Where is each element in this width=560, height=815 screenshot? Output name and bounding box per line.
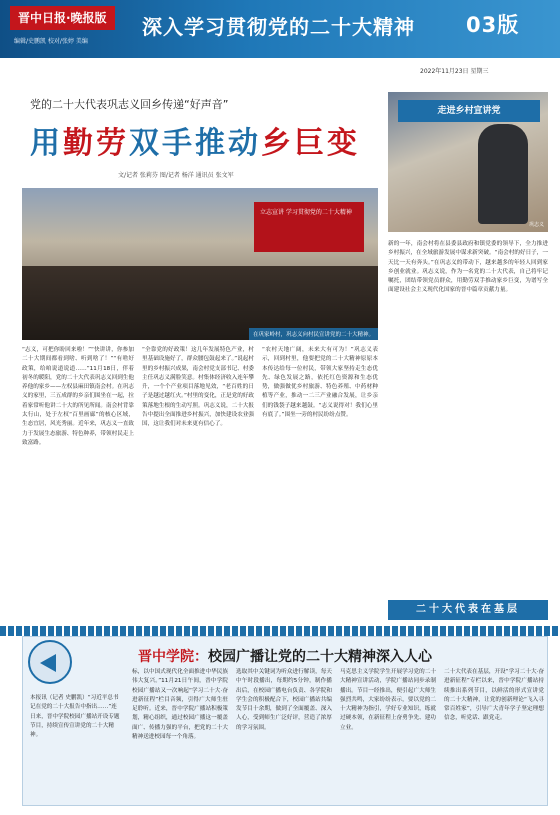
article-paragraph: “志义，可把你盼回来啦！”“快讲讲，你参加二十大期间都看到啥、听到啥了！”“有啥好政策，给咱说道说道……”11月18日，伴着初冬的暖阳，党的二十大代表巩志义回到生他养他的家乡——左权县麻田镇南会村。在巩志义的家里，三五成群的乡亲们围坐在一起，拉着家常听他讲二十大的所见所闻。南会村背靠太行山，处于左权“百里画廊”的核心区域，生态宜居，风光秀丽。近年来，巩志义一直致力于发展生态旅游、特色种养，带领村民走上致富路。 <box>22 347 134 446</box>
byline: 文/记者 张莉芬 图/记者 杨洋 通讯员 张文军 <box>118 172 234 179</box>
page-number: 03版 <box>466 13 520 37</box>
newspaper-logo: 晋中日报·晚报版 <box>10 6 115 30</box>
lower-column-1 <box>132 668 228 800</box>
section-bar: 二十大代表在基层 <box>388 600 548 620</box>
photo-board-text: 立志宣讲 学习贯彻党的二十大精神 <box>254 202 364 252</box>
article-headline <box>30 118 360 162</box>
lower-paragraph: 标，以中国式现代化全面推进中华民族伟大复兴。”11月21日午间，晋中学院校园广播站又一次响起“学习二十大·奋进新征程”栏目音频，引得广大师生驻足聆听。近来，晋中学院广播站积极策划，精心组织，通过校园广播这一覆盖面广、传播力强的平台，把党的二十大精神送进校园每一个角落。 <box>132 669 228 741</box>
article-paragraph: “全靠党的好政策！这几年发展特色产业，村里基础设施好了，群众腰包鼓起来了。”说起村里的乡村振兴成果，南会村党支部书记、村委主任巩志义满脸笑意。村集体经济收入连年攀升，一个个产业项目落地见效，“老百姓的日子是越过越红火。”村里的变化，正是党的好政策落地生根的生动写照。巩志义说，二十大报告中提出全面推进乡村振兴，加快建设农业强国，这让我们对未来更有信心了。 <box>142 347 254 428</box>
lower-headline-highlight: 晋中学院： <box>138 649 208 665</box>
megaphone-icon <box>28 640 72 684</box>
lower-column-4 <box>444 668 544 800</box>
section-title: 深入学习贯彻党的二十大精神 <box>142 15 415 39</box>
photo-caption: 在巩家岭村，巩志义向村民宣讲党的二十大精神。 <box>249 328 378 340</box>
lower-headline-part: 校园广播让党的二十大精神深入人心 <box>208 649 432 665</box>
lower-paragraph: 二十大代表在基层，开设“学习二十大·奋进新征程”专栏以来，晋中学院广播站持续推出系列节目，以鲜活的形式宣讲党的二十大精神，让党的创新理论“飞入寻常百姓家”，引导广大青年学子坚定理想信念，听党话、跟党走。 <box>444 669 544 722</box>
article-column-1 <box>22 346 134 620</box>
lower-paragraph: 选取其中关键词为听众进行解读，每天中午时段播出，每期约5分钟，制作播出后，在校园广播电台负责、各学院和学生会的积极配合下，校园广播站共编发节目十余期，做到了全面覆盖、深入人心，受到师生广泛好评，营造了浓厚的学习氛围。 <box>236 669 332 731</box>
article-column-2 <box>142 346 254 620</box>
section-divider <box>0 626 560 636</box>
portrait-caption: 巩志义 <box>528 222 544 228</box>
lower-paragraph: 马克思主义学院学生开展学习党的二十大精神宣讲活动，学院广播站同步录制播出。节目一经推出，便引起广大师生强烈共鸣，大家纷纷表示，要以党的二十大精神为指引，学好专业知识，练就过硬本领，在新征程上奋勇争先、建功立业。 <box>340 669 436 731</box>
main-photo <box>22 188 378 340</box>
article-paragraph: 新的一年，南会村将在县委县政府和镇党委的领导下，全力推进乡村振兴，在全域旅游发展中谋求新突破。“南会村的好日子，一天比一天有奔头。”在巩志义的带动下，越来越多的年轻人回到家乡创业就业。巩志义说，作为一名党的二十大代表，自己将牢记嘱托，团结带领党员群众，用勤劳双手推动家乡巨变，为谱写全面建设社会主义现代化国家的晋中篇章贡献力量。 <box>388 241 548 294</box>
headline-part: 双手推动 <box>129 126 261 161</box>
lower-column-2 <box>236 668 332 800</box>
article-kicker: 党的二十大代表巩志义回乡传递“好声音” <box>30 98 229 111</box>
edition-line: 编辑/史鹏凯 校对/张婷 美编 <box>14 38 88 45</box>
headline-highlight: 乡巨变 <box>261 126 360 161</box>
article-column-3 <box>262 346 378 620</box>
article-column-right <box>388 240 548 592</box>
headline-highlight: 勤劳 <box>63 126 129 161</box>
article-paragraph: “农村天地广阔，未来大有可为！”巩志义表示，回到村里，他要把党的二十大精神原原本本传达给每一位村民，带领大家坚持走生态优先、绿色发展之路，依托红色资源和生态优势，做强做优乡村旅游、特色养殖、中药材种植等产业，推动一二三产业融合发展，让乡亲们的钱袋子越来越鼓。“志义说得对！我们心里有底了。”围坐一旁的村民纷纷点赞。 <box>262 347 378 419</box>
portrait-photo <box>388 92 548 232</box>
headline-part: 用 <box>30 126 63 161</box>
masthead <box>0 0 560 70</box>
person-figure <box>478 124 528 224</box>
lower-column-3 <box>340 668 436 800</box>
lower-lead: 本报讯（记者 史鹏凯）“习近平总书记在党的二十大报告中指出……”连日来，晋中学院校园广播站开设专题节目，持续宣传宣讲党的二十大精神。 <box>30 695 120 739</box>
lower-headline <box>138 646 432 666</box>
photo-sign-text: 走进乡村宣讲党 <box>398 100 540 122</box>
dateline: 2022年11月23日 星期三 <box>420 68 489 75</box>
